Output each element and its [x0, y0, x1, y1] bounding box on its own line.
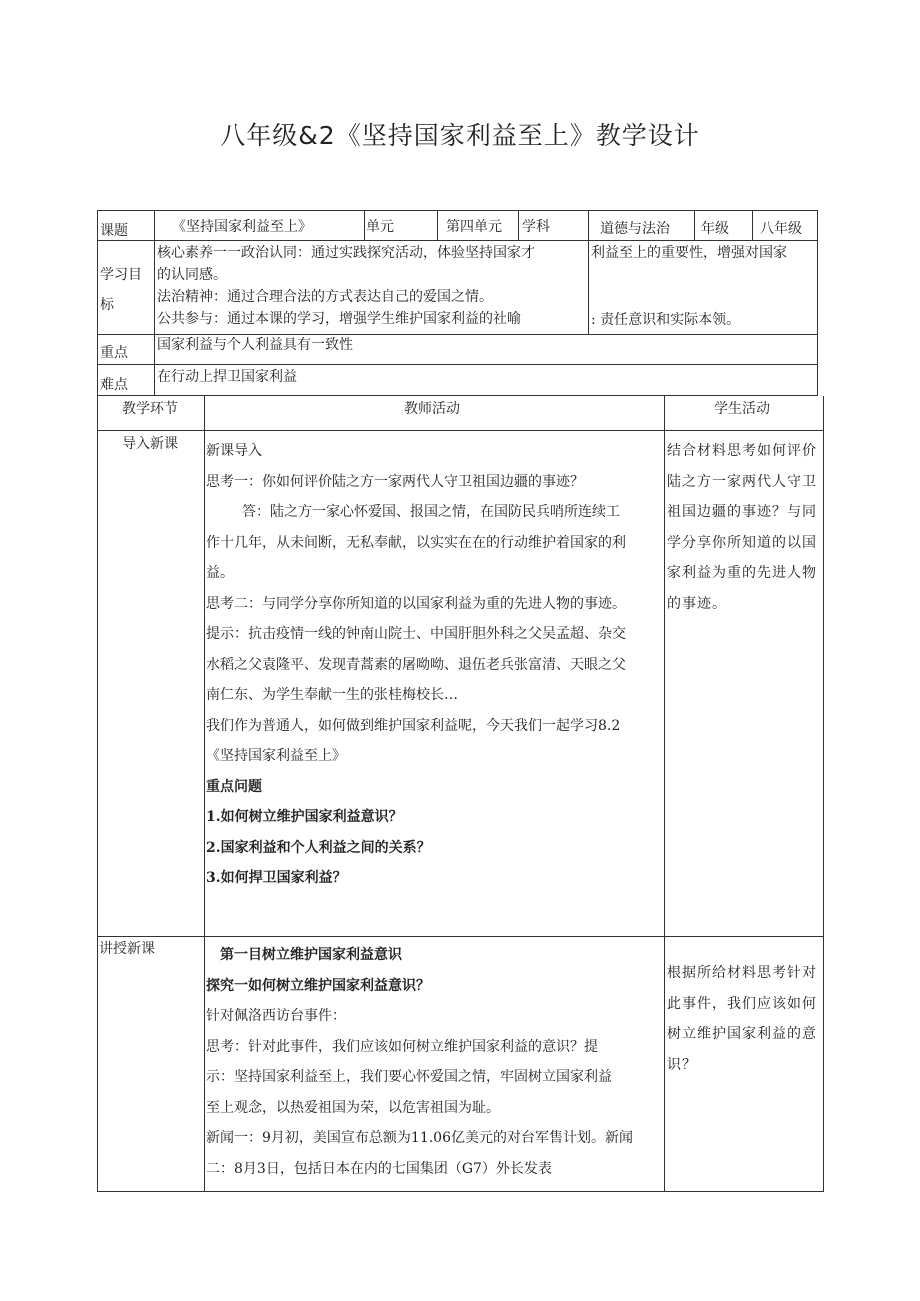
goals-label-2: 标 — [100, 297, 114, 313]
student-line: 家利益为重的先进人物 — [667, 565, 817, 581]
key-question: 2.国家利益和个人利益之间的关系？ — [206, 839, 431, 856]
document-title: 八年级&2《坚持国家利益至上》教学设计 — [220, 121, 700, 150]
student-line: 此事件，我们应该如何 — [667, 995, 817, 1012]
teacher-line: 示：坚持国家利益至上，我们要心怀爱国之情，牢固树立国家利益 — [206, 1069, 612, 1085]
subject-value: 道德与法治 — [600, 221, 670, 237]
unit-value: 第四单元 — [446, 219, 502, 235]
teacher-line: 作十几年，从未间断，无私奉献，以实实在在的行动维护着国家的利 — [206, 534, 626, 551]
inquiry-heading: 探究一如何树立维护国家利益意识？ — [206, 977, 430, 994]
teacher-line: 南仁东、为学生奉献一生的张桂梅校长… — [206, 687, 458, 703]
teacher-line: 益。 — [206, 565, 234, 581]
student-activity-lesson — [667, 958, 817, 1080]
course-value: 《坚持国家利益至上》 — [172, 219, 312, 235]
goals-line-1-right: 利益至上的重要性，增强对国家 — [591, 245, 787, 261]
teacher-line: 水稻之父袁隆平、发现青蒿素的屠呦呦、退伍老兵张富清、天眼之父 — [206, 656, 626, 673]
student-activity-intro — [667, 436, 817, 619]
teacher-line: 新课导入 — [206, 443, 262, 459]
student-line: 的事迹。 — [667, 595, 727, 612]
teacher-line: 我们作为普通人，如何做到维护国家利益呢，今天我们一起学习8.2 — [206, 717, 621, 734]
stage-new-lesson: 讲授新课 — [99, 941, 155, 957]
teacher-line: 针对佩洛西访台事件： — [206, 1008, 346, 1024]
teacher-line: 二：8月3日，包括日本在内的七国集团（G7）外长发表 — [206, 1160, 552, 1177]
stage-intro: 导入新课 — [122, 436, 178, 452]
goals-line-1: 核心素养一一政治认同：通过实践探究活动，体验坚持国家才 — [157, 245, 535, 261]
course-label: 课题 — [100, 223, 128, 239]
student-line: 树立维护国家利益的意 — [667, 1026, 817, 1042]
column-student: 学生活动 — [714, 401, 770, 417]
teacher-line: 新闻一：9月初，美国宣布总额为11.06亿美元的对台军售计划。新闻 — [206, 1130, 633, 1146]
teacher-line: 《坚持国家利益至上》 — [206, 748, 346, 764]
goals-label-1: 学习目 — [100, 267, 142, 283]
key-point-text: 国家利益与个人利益具有一致性 — [157, 337, 353, 353]
goals-line-4-right: : 责任意识和实际本领。 — [591, 312, 741, 328]
teacher-line: 思考：针对此事件，我们应该如何树立维护国家利益的意识？提 — [206, 1038, 598, 1055]
key-question: 1.如何树立维护国家利益意识？ — [206, 809, 403, 825]
key-point-label: 重点 — [100, 345, 128, 361]
student-line: 识？ — [667, 1056, 697, 1073]
teacher-line: 思考二：与同学分享你所知道的以国家利益为重的先进人物的事迹。 — [206, 595, 626, 612]
column-stage: 教学环节 — [122, 401, 178, 417]
goals-line-3: 法治精神：通过合理合法的方式表达自己的爱国之情。 — [157, 289, 493, 305]
teacher-line: 答：陆之方一家心怀爱国、报国之情，在国防民兵哨所连续工 — [242, 504, 620, 520]
student-line: 陆之方一家两代人守卫 — [667, 473, 817, 490]
teacher-activity-intro — [206, 436, 626, 894]
subject-label: 学科 — [522, 219, 550, 235]
student-line: 祖国边疆的事迹？与同 — [667, 504, 817, 520]
grade-value: 八年级 — [760, 221, 802, 237]
column-teacher: 教师活动 — [404, 401, 460, 417]
goals-line-2: 的认同感。 — [157, 267, 227, 283]
teacher-line: 思考一：你如何评价陆之方一家两代人守卫祖国边疆的事迹？ — [206, 473, 584, 490]
key-questions-heading: 重点问题 — [206, 778, 262, 795]
section-heading: 第一目树立维护国家利益意识 — [220, 947, 402, 963]
student-line: 根据所给材料思考针对 — [667, 965, 817, 981]
student-line: 结合材料思考如何评价 — [667, 443, 817, 459]
key-question: 3.如何捍卫国家利益？ — [206, 870, 347, 886]
difficulty-label: 难点 — [100, 377, 128, 393]
teacher-line: 至上观念，以热爱祖国为荣，以危害祖国为耻。 — [206, 1099, 500, 1116]
goals-line-4: 公共参与：通过本课的学习，增强学生维护国家利益的社喻 — [157, 311, 521, 327]
grade-label: 年级 — [701, 221, 729, 237]
difficulty-text: 在行动上捍卫国家利益 — [157, 369, 297, 385]
teacher-line: 提示：抗击疫情一线的钟南山院士、中国肝胆外科之父吴孟超、杂交 — [206, 626, 626, 642]
student-line: 学分享你所知道的以国 — [667, 534, 817, 551]
teacher-activity-lesson — [206, 940, 633, 1184]
unit-label: 单元 — [366, 219, 394, 235]
